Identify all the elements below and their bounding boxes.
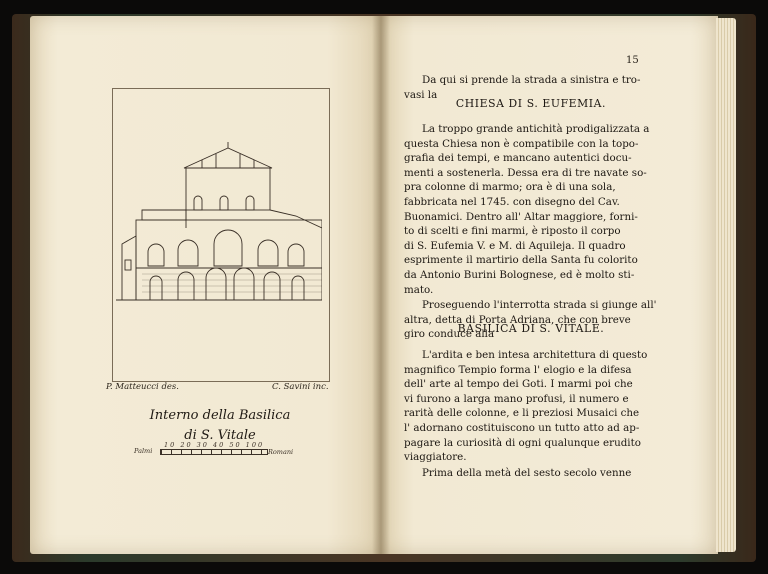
scale-label-left: Palmi bbox=[134, 447, 153, 455]
text-line: Buonamici. Dentro all' Altar maggiore, forni- bbox=[404, 210, 638, 223]
plate-caption-line2: di S. Vitale bbox=[184, 428, 256, 443]
text-line: vi furono a larga mano profusi, il numero e bbox=[404, 392, 629, 405]
text-line: vasi la bbox=[404, 88, 438, 101]
paragraph-porta-adriana bbox=[404, 298, 658, 342]
heading-chiesa-s-eufemia: CHIESA DI S. EUFEMIA. bbox=[455, 97, 607, 110]
text-line: altra, detta di Porta Adriana, che con breve bbox=[404, 313, 631, 326]
book-gutter bbox=[372, 16, 390, 554]
basilica-elevation-drawing bbox=[116, 140, 322, 306]
engraving-designer-credit: P. Matteucci des. bbox=[106, 382, 179, 392]
text-line: magnifico Tempio forma l' elogio e la difesa bbox=[404, 363, 632, 376]
engraving-engraver-credit: C. Savini inc. bbox=[272, 382, 329, 392]
text-line: da Antonio Burini Bolognese, ed è molto sti- bbox=[404, 268, 635, 281]
scale-ticks: 10 20 30 40 50 100 bbox=[164, 441, 265, 449]
text-line: dell' arte al tempo dei Goti. I marmi poi che bbox=[404, 378, 633, 391]
text-line: Proseguendo l'interrotta strada si giunge all' bbox=[422, 299, 657, 311]
page-edges bbox=[716, 18, 736, 552]
text-line: La troppo grande antichità prodigalizzata a bbox=[422, 123, 650, 135]
text-line: Prima della metà del sesto secolo venne bbox=[422, 467, 632, 479]
paragraph-vitale-continued bbox=[404, 466, 658, 481]
text-line: Da qui si prende la strada a sinistra e tro- bbox=[422, 74, 641, 86]
text-line: menti a sostenerla. Dessa era di tre navate so- bbox=[404, 166, 647, 179]
text-line: to di scelti e fini marmi, è riposto il corpo bbox=[404, 225, 621, 238]
text-line: fabbricata nel 1745. con disegno del Cav. bbox=[404, 195, 620, 208]
text-line: questa Chiesa non è compatibile con la topo- bbox=[404, 137, 639, 150]
plate-caption-line1: Interno della Basilica bbox=[149, 408, 291, 423]
text-line: rarità delle colonne, e li preziosi Musaici che bbox=[404, 407, 640, 420]
text-line: pra colonne di marmo; ora è di una sola, bbox=[404, 181, 616, 194]
text-line: giro conduce alla bbox=[404, 328, 495, 341]
scale-label-right: Romani bbox=[268, 448, 294, 456]
page-number: 15 bbox=[626, 55, 639, 66]
text-line: l' adornano costituiscono un tutto atto ad ap- bbox=[404, 421, 640, 434]
text-line: L'ardita e ben intesa architettura di questo bbox=[422, 349, 648, 361]
text-line: mato. bbox=[404, 283, 434, 296]
paragraph-eufemia bbox=[404, 122, 658, 297]
scale-bar bbox=[160, 449, 268, 455]
text-line: pagare la curiosità di ogni qualunque erudito bbox=[404, 436, 641, 449]
text-line: di S. Eufemia V. e M. di Aquileja. Il quadro bbox=[404, 239, 626, 252]
text-line: esprimente il martirio della Santa fu colorito bbox=[404, 254, 638, 267]
paragraph-vitale bbox=[404, 348, 658, 465]
heading-basilica-s-vitale: BASILICA DI S. VITALE. bbox=[457, 322, 605, 335]
text-line: grafia dei tempi, e mancano autentici docu- bbox=[404, 152, 632, 165]
text-line: viaggiatore. bbox=[404, 451, 467, 464]
